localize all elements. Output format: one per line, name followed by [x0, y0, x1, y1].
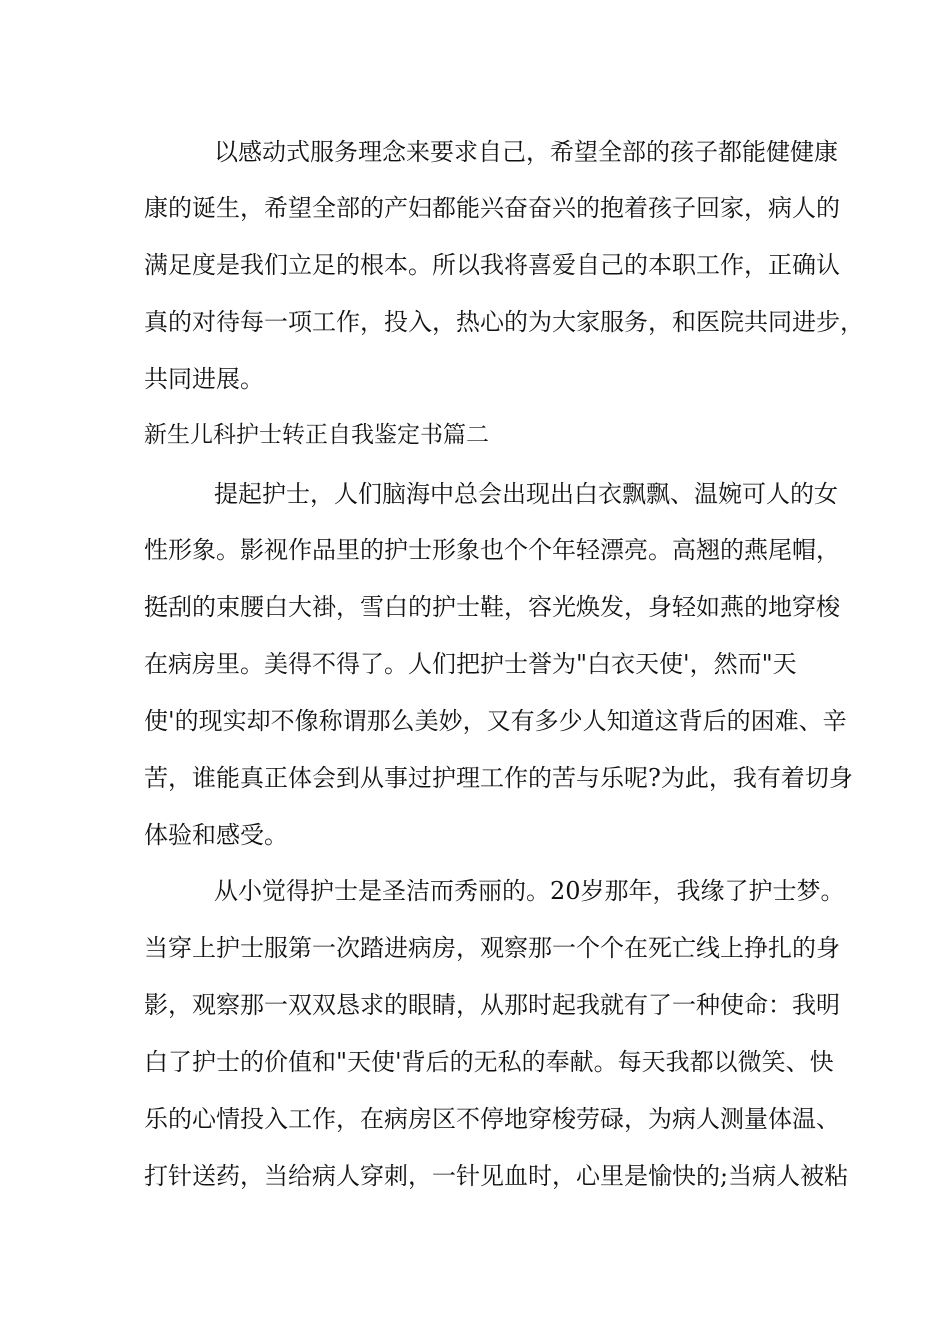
paragraph-1-line-5: 共同进展。: [144, 365, 264, 393]
paragraph-2-line-3: 挺刮的束腰白大褂，雪白的护士鞋，容光焕发，身轻如燕的地穿梭: [144, 593, 840, 621]
section-heading: 新生儿科护士转正自我鉴定书篇二: [144, 422, 489, 448]
paragraph-2-line-6: 苦，谁能真正体会到从事过护理工作的苦与乐呢?为此，我有着切身: [144, 764, 853, 792]
paragraph-3-line-3: 影，观察那一双双恳求的眼睛，从那时起我就有了一种使命：我明: [144, 991, 840, 1019]
paragraph-3-line-6: 打针送药，当给病人穿刺，一针见血时，心里是愉快的;当病人被粘: [144, 1162, 849, 1190]
paragraph-2-line-5: 使'的现实却不像称谓那么美妙，又有多少人知道这背后的困难、辛: [144, 707, 847, 735]
paragraph-3-line-5: 乐的心情投入工作，在病房区不停地穿梭劳碌，为病人测量体温、: [144, 1105, 840, 1133]
paragraph-1-line-1: 以感动式服务理念来要求自己，希望全部的孩子都能健健康: [214, 138, 838, 166]
paragraph-2-line-4: 在病房里。美得不得了。人们把护士誉为"白衣天使'，然而"天: [144, 650, 797, 678]
paragraph-1-line-3: 满足度是我们立足的根本。所以我将喜爱自己的本职工作，正确认: [144, 251, 840, 279]
paragraph-1-line-2: 康的诞生，希望全部的产妇都能兴奋奋兴的抱着孩子回家，病人的: [144, 194, 840, 222]
paragraph-2-line-7: 体验和感受。: [144, 821, 288, 849]
paragraph-3-line-4: 白了护士的价值和"天使'背后的无私的奉献。每天我都以微笑、快: [144, 1048, 834, 1076]
paragraph-2-line-1: 提起护士，人们脑海中总会出现出白衣飘飘、温婉可人的女: [214, 480, 838, 508]
paragraph-3-line-1: 从小觉得护士是圣洁而秀丽的。20岁那年，我缘了护士梦。: [214, 877, 845, 905]
paragraph-3-line-2: 当穿上护士服第一次踏进病房，观察那一个个在死亡线上挣扎的身: [144, 934, 840, 962]
paragraph-1-line-4: 真的对待每一项工作，投入，热心的为大家服务，和医院共同进步，: [144, 308, 864, 336]
paragraph-2-line-2: 性形象。影视作品里的护士形象也个个年轻漂亮。高翘的燕尾帽，: [144, 536, 840, 564]
